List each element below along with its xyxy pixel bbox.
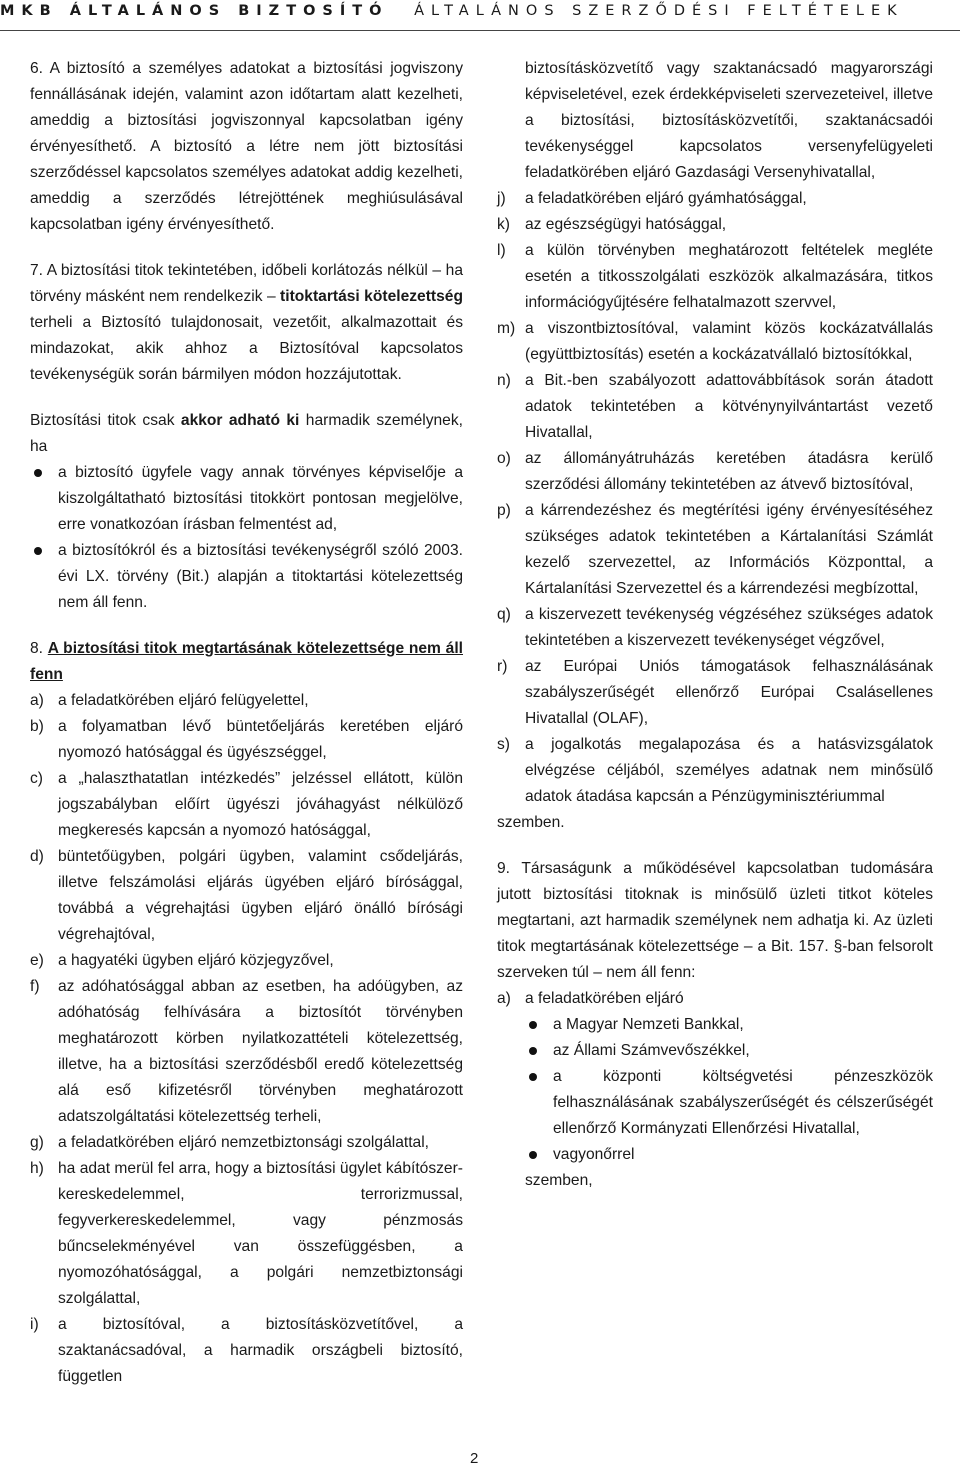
list-item: a) a feladatkörében eljáró felügyelettel,: [30, 692, 309, 709]
list-item: r) az Európai Uniós támogatások felhasználásának szabályszerűségét ellenőrző Európai Csalásellenes Hivatallal (OLAF),: [497, 658, 933, 727]
header-company: MKB ÁLTALÁNOS BIZTOSÍTÓ: [0, 3, 389, 19]
bullet-icon: [525, 1012, 553, 1038]
bullet-icon: [30, 538, 58, 616]
secret-disclosure-intro: Biztosítási titok csak akkor adható ki harmadik személynek, ha: [30, 412, 463, 455]
section-7: 7. A biztosítási titok tekintetében, időbeli korlátozás nélkül – ha törvény másként nem rendelkezik – titoktartási kötelezettség terheli a Biztosító tulajdonosait, vezetőit, alkalmazottait és mindazokat, akik ahhoz a Biztosítóval kapcsolatos tevékenységük során bármilyen módon hozzájutottak.: [30, 262, 463, 383]
list-item: n) a Bit.-ben szabályozott adattovábbítások során átadott adatok tekintetében a kötvénynyilvántartást vezető Hivatallal,: [497, 372, 933, 441]
section-7-emphasis: titoktartási kötelezettség: [280, 288, 463, 305]
section-6: 6. A biztosító a személyes adatokat a biztosítási jogviszony fennállásának idején, valamint azon időtartam alatt kezelheti, ameddig a biztosítási jogviszonnyal kapcsolatban igény érvényesíthető. A biztosító a létre nem jött biztosítási szerződéssel kapcsolatos személyes adatokat addig kezelheti, ameddig a szerződés létrejöttének meghiúsulásával kapcsolatban igény érvényesíthető.: [30, 60, 463, 233]
list-item: g) a feladatkörében eljáró nemzetbiztonsági szolgálattal,: [30, 1134, 430, 1151]
section-8-heading: 8. A biztosítási titok megtartásának kötelezettsége nem áll fenn: [30, 640, 463, 683]
secret-disclosure-block: [30, 408, 463, 616]
section-9: 9. Társaságunk a működésével kapcsolatban tudomására jutott biztosítási titoknak is minősülő üzleti titkot köteles megtartani, azt harmadik személynek nem adhatja ki. Az üzleti titok megtartásának kötelezettsége – a Bit. 157. §-ban felsorolt szerveken túl – nem áll fenn:: [497, 860, 933, 981]
list-continuation: biztosításközvetítő vagy szaktanácsadó magyarországi képviseletével, ezek érdekképviseleti szervezeteivel, illetve a biztosítási, biztosításközvetítői, szaktanácsadói tevékenységgel kapcsolatos versenyfelügyeleti feladatkörében eljáró Gazdasági Versenyhivatallal,: [525, 60, 933, 181]
list-item: d) büntetőügyben, polgári ügyben, valamint csődeljárás, illetve felszámolási eljárás ügyében eljáró bírósággal, továbbá a végrehajtási ügyben eljáró önálló bírósági végrehajtóval,: [30, 848, 463, 943]
list-item: b) a folyamatban lévő büntetőeljárás keretében eljáró nyomozó hatósággal és ügyészséggel,: [30, 718, 463, 761]
list-item: j) a feladatkörében eljáró gyámhatósággal,: [497, 190, 807, 207]
right-column: [497, 56, 933, 1194]
list-item: f) az adóhatósággal abban az esetben, ha adóügyben, az adóhatóság felhívására a biztosítót törvényben meghatározott körben nyilatkozattételi kötelezettség, illetve, ha a biztosítási szerződésből eredő kötelezettség alá eső kifizetésről törvényben meghatározott adatszolgáltatási kötelezettség terheli,: [30, 978, 463, 1125]
bullet-icon: [525, 1142, 553, 1168]
list-item: a biztosítókról és a biztosítási tevékenységről szóló 2003. évi LX. törvény (Bit.) alapján a titoktartási kötelezettség nem áll fenn.: [30, 538, 463, 616]
list-item: q) a kiszervezett tevékenység végzéséhez szükséges adatok tekintetében a kiszervezett tevékenységet végzővel,: [497, 606, 933, 649]
list-item: s) a jogalkotás megalapozása és a hatásvizsgálatok elvégzése céljából, személyes adatnak nem minősülő adatok átadása kapcsán a Pénzügyminisztériummal: [497, 736, 933, 805]
list-item: i) a biztosítóval, a biztosításközvetítővel, a szaktanácsadóval, a harmadik országbeli biztosító, független: [30, 1316, 463, 1385]
list-item: k) az egészségügyi hatósággal,: [497, 216, 727, 233]
bullet-icon: [525, 1064, 553, 1142]
page-number: 2: [470, 1450, 479, 1467]
list-item: a központi költségvetési pénzeszközök felhasználásának szabályszerűségét és célszerűségét ellenőrző Kormányzati Ellenőrzési Hivatallal,: [497, 1064, 933, 1142]
header-doc-title: ÁLTALÁNOS SZERZŐDÉSI FELTÉTELEK: [414, 3, 904, 19]
list-item: m) a viszontbiztosítóval, valamint közös kockázatvállalás (együttbiztosítás) esetén a kockázatvállaló biztosítókkal,: [497, 320, 933, 363]
list-item: e) a hagyatéki ügyben eljáró közjegyzővel,: [30, 952, 334, 969]
list-item: h) ha adat merül fel arra, hogy a biztosítási ügylet kábítószer-kereskedelemmel, terrorizmussal, fegyverkereskedelemmel, vagy pénzmosás bűncselekményével van összefüggésben, a nyomozóhatósággal, a polgári nemzetbiztonsági szolgálattal,: [30, 1160, 463, 1307]
list-item: p) a kárrendezéshez és megtérítési igény érvényesítéséhez szükséges adatok tekintetében a Kártalanítási Számlát kezelő szervezettel, az Információs Központtal, a Kártalanítási Szervezettel és a kárrendezési megbízottal,: [497, 502, 933, 597]
page-header: [0, 0, 960, 22]
list-item: az Állami Számvevőszékkel,: [497, 1038, 933, 1064]
list-item: a biztosító ügyfele vagy annak törvényes képviselője a kiszolgáltatható biztosítási titokkört pontosan megjelölve, erre vonatkozóan írásban felmentést ad,: [30, 460, 463, 538]
section-8: [30, 636, 463, 1390]
list-item: vagyonőrrel: [497, 1142, 933, 1168]
list-item: a Magyar Nemzeti Bankkal,: [497, 1012, 933, 1038]
list-item: c) a „halaszthatatlan intézkedés” jelzéssel ellátott, külön jogszabályban előírt ügyészi jóváhagyást nélkülöző megkeresés kapcsán a nyomozó hatósággal,: [30, 770, 463, 839]
list-item: l) a külön törvényben meghatározott feltételek megléte esetén a titkosszolgálati eszközök alkalmazására, titkos információgyűjtésére felhatalmazott szervvel,: [497, 242, 933, 311]
list-closing: szemben,: [525, 1172, 593, 1189]
left-column: [30, 56, 463, 1390]
bullet-icon: [30, 460, 58, 538]
bullet-icon: [525, 1038, 553, 1064]
list-item: a) a feladatkörében eljáró: [497, 990, 684, 1007]
list-item: o) az állományátruházás keretében átadásra kerülő szerződési állomány tekintetében az átvevő biztosítóval,: [497, 450, 933, 493]
list-closing: szemben.: [497, 814, 565, 831]
header-rule: [0, 30, 960, 31]
